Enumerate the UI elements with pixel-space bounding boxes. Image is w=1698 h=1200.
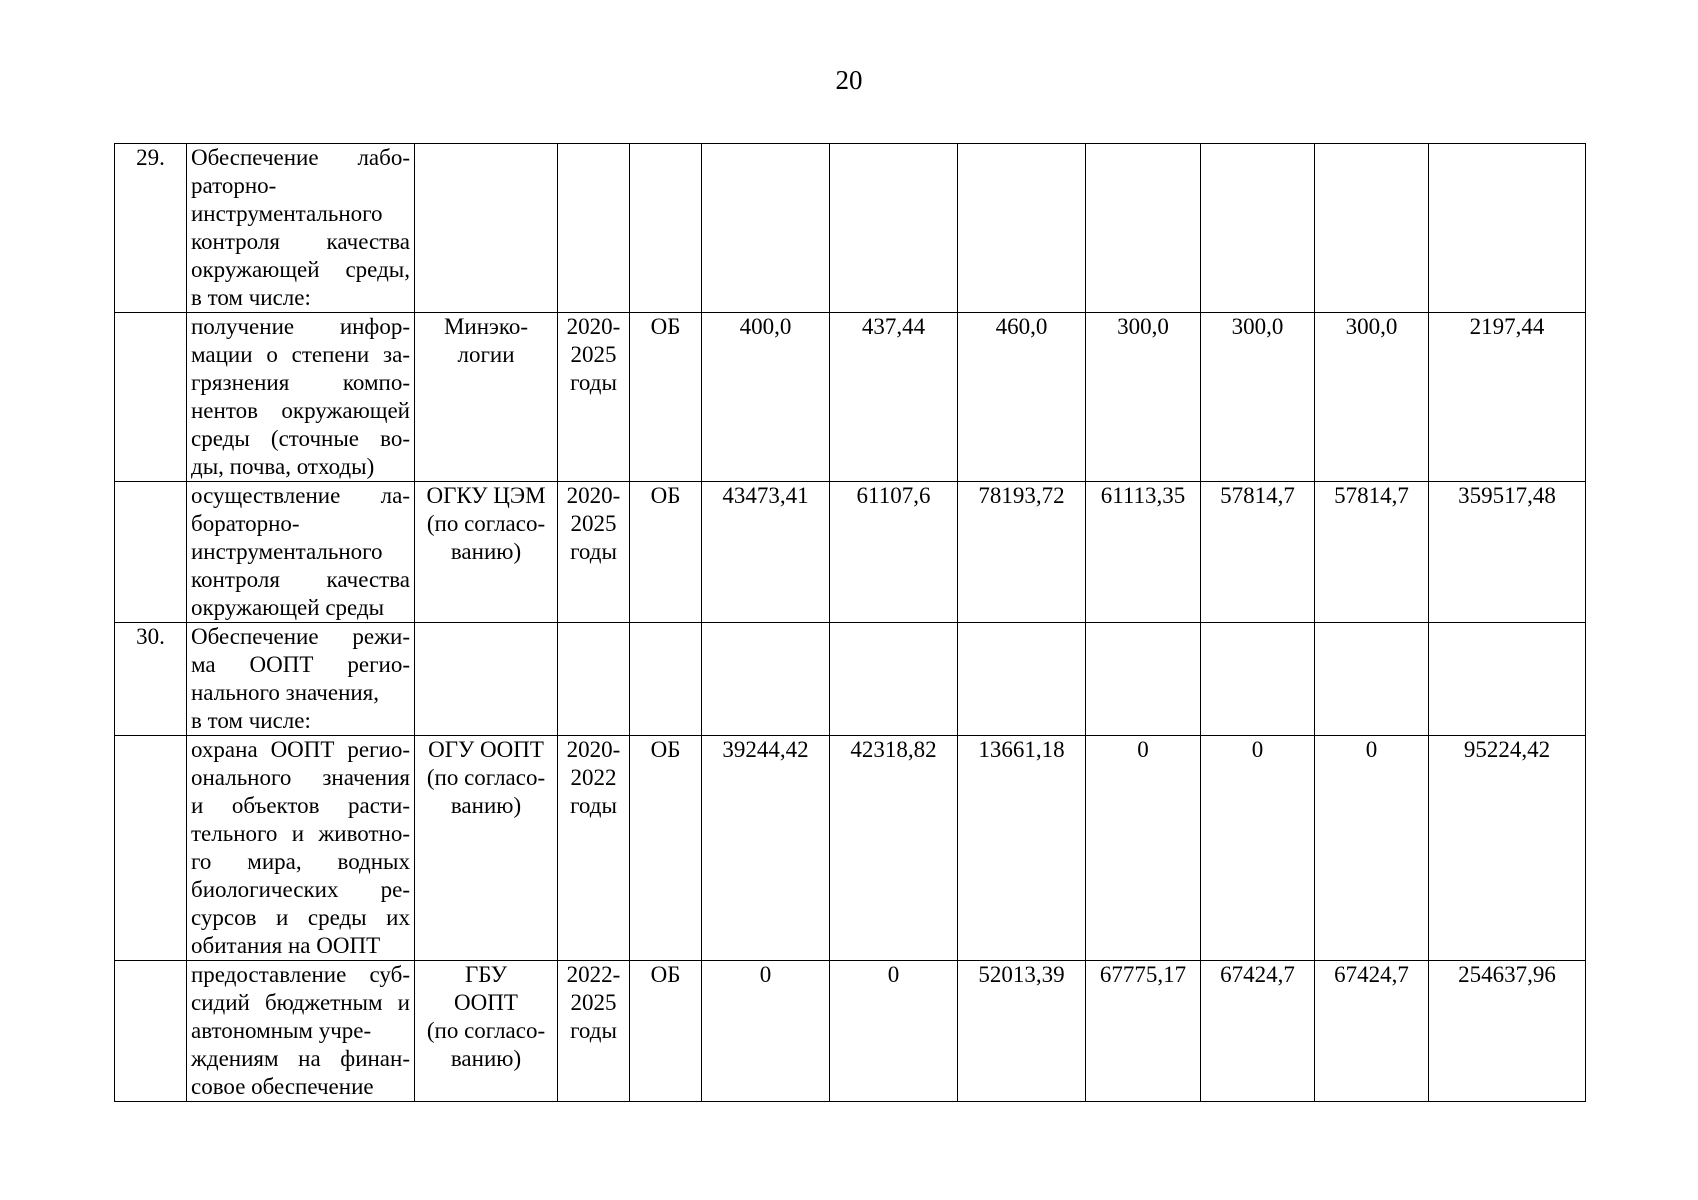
year-value: 42318,82	[830, 736, 958, 961]
year-value	[1315, 144, 1429, 313]
item-number	[115, 313, 187, 482]
activity-name-line: охрана ООПТ регио-	[191, 737, 410, 762]
activity-name-line: Обеспечение лабо-	[191, 145, 410, 170]
year-value: 57814,7	[1315, 482, 1429, 623]
activity-name-line: тельного и животно-	[191, 821, 410, 846]
activity-name-line: инструментального	[191, 539, 383, 564]
activity-name-line: совое обеспечение	[191, 1074, 374, 1099]
activity-name-line: биологических ре-	[191, 877, 410, 902]
year-value: 39244,42	[702, 736, 830, 961]
year-value: 43473,41	[702, 482, 830, 623]
activity-name-line: получение инфор-	[191, 314, 410, 339]
activity-name-line: мации о степени за-	[191, 342, 410, 367]
activity-name-line: ждениям на финан-	[191, 1046, 410, 1071]
activity-name-line: го мира, водных	[191, 849, 410, 874]
activity-name-line: грязнения компо-	[191, 370, 410, 395]
page-number: 20	[835, 65, 863, 95]
activity-name-line: обитания на ООПТ	[191, 933, 381, 958]
year-value: 61107,6	[830, 482, 958, 623]
activity-name-line: в том числе:	[191, 285, 311, 310]
activity-name-line: сурсов и среды их	[191, 905, 410, 930]
table-row	[115, 623, 1586, 736]
funding-source: ОБ	[630, 961, 702, 1102]
year-value: 61113,35	[1086, 482, 1201, 623]
activity-name	[187, 482, 415, 623]
table-body	[115, 144, 1586, 1102]
activity-name	[187, 961, 415, 1102]
executor: Минэко- логии	[415, 313, 558, 482]
activity-name-line: в том числе:	[191, 708, 311, 733]
year-value	[958, 623, 1086, 736]
funding-source: ОБ	[630, 482, 702, 623]
year-value: 78193,72	[958, 482, 1086, 623]
table-row	[115, 961, 1586, 1102]
item-number	[115, 736, 187, 961]
activity-name-line: и объектов расти-	[191, 793, 410, 818]
year-value: 0	[1086, 736, 1201, 961]
funding-source: ОБ	[630, 313, 702, 482]
year-value	[1086, 144, 1201, 313]
activity-name-line: среды (сточные во-	[191, 426, 410, 451]
total-value	[1429, 623, 1586, 736]
year-value: 0	[830, 961, 958, 1102]
executor: ГБУ ООПТ (по согласо- ванию)	[415, 961, 558, 1102]
activity-name-line: осуществление ла-	[191, 483, 410, 508]
activity-name	[187, 144, 415, 313]
total-value: 254637,96	[1429, 961, 1586, 1102]
year-value: 437,44	[830, 313, 958, 482]
activity-name-line: бораторно-	[191, 511, 300, 536]
year-value	[1201, 623, 1315, 736]
activity-name-line: контроля качества	[191, 229, 410, 254]
year-value: 67424,7	[1201, 961, 1315, 1102]
total-value: 95224,42	[1429, 736, 1586, 961]
total-value: 359517,48	[1429, 482, 1586, 623]
table-row	[115, 144, 1586, 313]
total-value: 2197,44	[1429, 313, 1586, 482]
year-value	[1086, 623, 1201, 736]
year-value: 57814,7	[1201, 482, 1315, 623]
activity-name-line: инструментального	[191, 201, 383, 226]
year-value	[1201, 144, 1315, 313]
executor	[415, 144, 558, 313]
period	[558, 623, 630, 736]
activity-name-line: онального значения	[191, 765, 410, 790]
activity-name	[187, 313, 415, 482]
activity-name-line: окружающей среды,	[191, 257, 410, 282]
year-value: 52013,39	[958, 961, 1086, 1102]
activity-name-line: ма ООПТ регио-	[191, 652, 410, 677]
year-value: 13661,18	[958, 736, 1086, 961]
year-value: 460,0	[958, 313, 1086, 482]
year-value: 300,0	[1201, 313, 1315, 482]
table-row	[115, 313, 1586, 482]
item-number: 29.	[115, 144, 187, 313]
year-value	[702, 623, 830, 736]
executor	[415, 623, 558, 736]
executor: ОГУ ООПТ (по согласо- ванию)	[415, 736, 558, 961]
year-value: 0	[702, 961, 830, 1102]
period: 2020- 2025 годы	[558, 482, 630, 623]
period	[558, 144, 630, 313]
year-value: 0	[1201, 736, 1315, 961]
item-number	[115, 482, 187, 623]
activity-name-line: окружающей среды	[191, 595, 385, 620]
activity-name-line: автономным учре-	[191, 1018, 372, 1043]
year-value: 300,0	[1315, 313, 1429, 482]
activity-name-line: сидий бюджетным и	[191, 990, 410, 1015]
activity-name-line: нального значения,	[191, 680, 380, 705]
activity-name-line: нентов окружающей	[191, 398, 410, 423]
year-value	[702, 144, 830, 313]
activity-name	[187, 623, 415, 736]
table-row	[115, 482, 1586, 623]
year-value	[830, 623, 958, 736]
program-activities-table	[114, 143, 1586, 1102]
total-value	[1429, 144, 1586, 313]
item-number: 30.	[115, 623, 187, 736]
activity-name-line: предоставление суб-	[191, 962, 410, 987]
year-value: 67424,7	[1315, 961, 1429, 1102]
funding-source: ОБ	[630, 736, 702, 961]
item-number	[115, 961, 187, 1102]
year-value	[830, 144, 958, 313]
activity-name-line: ды, почва, отходы)	[191, 454, 375, 479]
funding-source	[630, 623, 702, 736]
period: 2020- 2025 годы	[558, 313, 630, 482]
table-row	[115, 736, 1586, 961]
activity-name	[187, 736, 415, 961]
year-value: 300,0	[1086, 313, 1201, 482]
year-value	[1315, 623, 1429, 736]
year-value: 400,0	[702, 313, 830, 482]
period: 2022- 2025 годы	[558, 961, 630, 1102]
activity-name-line: Обеспечение режи-	[191, 624, 410, 649]
year-value	[958, 144, 1086, 313]
activity-name-line: раторно-	[191, 173, 277, 198]
period: 2020- 2022 годы	[558, 736, 630, 961]
activity-name-line: контроля качества	[191, 567, 410, 592]
funding-source	[630, 144, 702, 313]
year-value: 67775,17	[1086, 961, 1201, 1102]
year-value: 0	[1315, 736, 1429, 961]
executor: ОГКУ ЦЭМ (по согласо- ванию)	[415, 482, 558, 623]
